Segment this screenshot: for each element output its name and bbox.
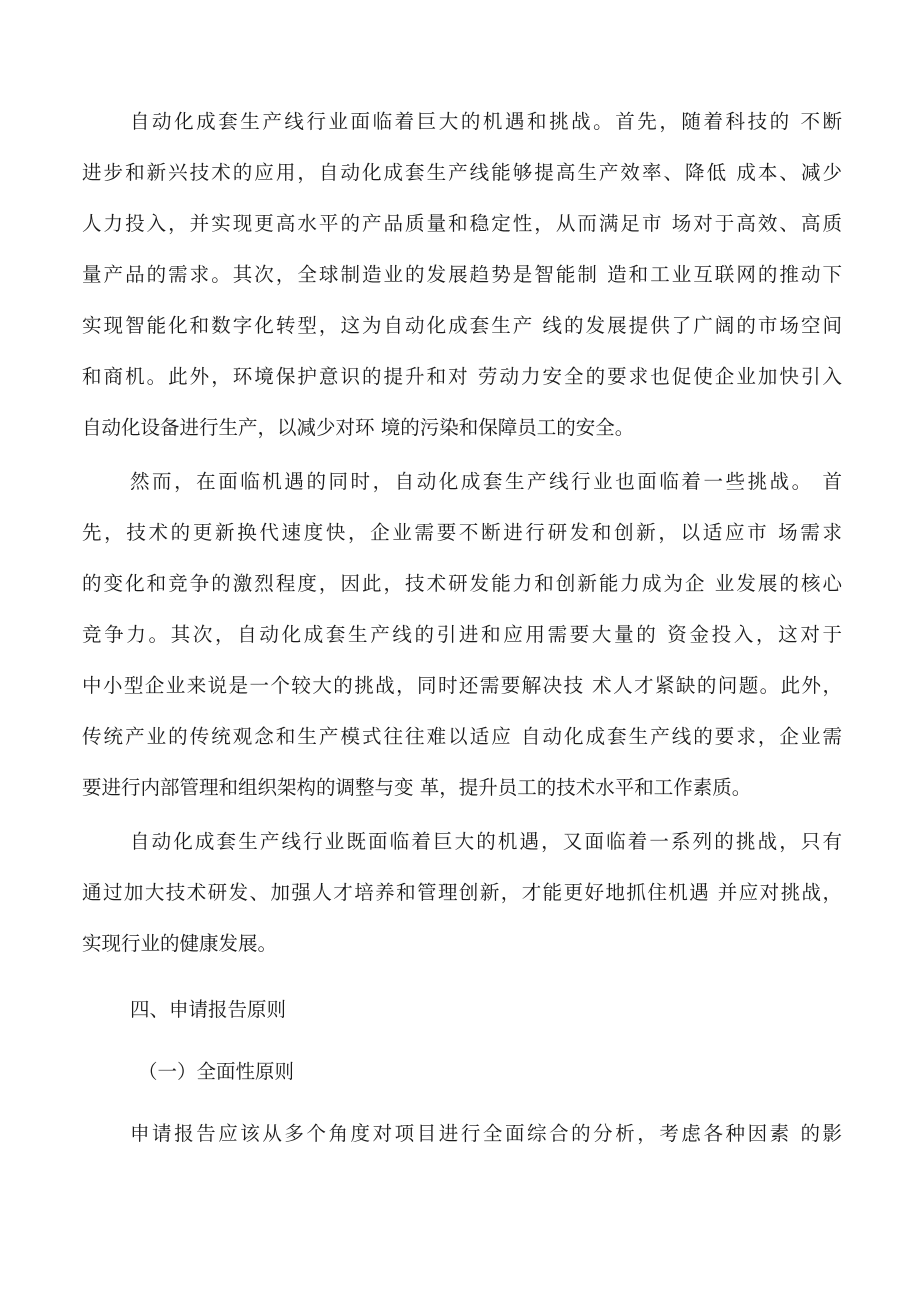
- paragraph-line: 申请报告应该从多个角度对项目进行全面综合的分析，考虑各种因素 的影: [130, 1122, 842, 1145]
- paragraph-line: 竞争力。其次，自动化成套生产线的引进和应用需要大量的 资金投入，这对于: [82, 623, 842, 646]
- paragraph-line: 中小型企业来说是一个较大的挑战，同时还需要解决技 术人才紧缺的问题。此外，: [82, 674, 842, 697]
- paragraph-summary: [82, 827, 842, 980]
- paragraph-line: 然而，在面临机遇的同时，自动化成套生产线行业也面临着一些挑战。 首: [130, 470, 842, 493]
- paragraph-opportunities: [82, 107, 842, 464]
- subsection-heading: （一）全面性原则: [138, 1060, 295, 1083]
- paragraph-line: 实现行业的健康发展。: [82, 932, 278, 955]
- paragraph-line: 和商机。此外，环境保护意识的提升和对 劳动力安全的要求也促使企业加快引入: [82, 365, 842, 388]
- paragraph-challenges: [82, 467, 842, 824]
- section-heading: 四、申请报告原则: [130, 998, 287, 1021]
- paragraph-line: 自动化成套生产线行业面临着巨大的机遇和挑战。首先，随着科技的 不断: [130, 110, 842, 133]
- paragraph-line: 通过加大技术研发、加强人才培养和管理创新，才能更好地抓住机遇 并应对挑战，: [82, 881, 842, 904]
- paragraph-line: 先，技术的更新换代速度快，企业需要不断进行研发和创新，以适应市 场需求: [82, 521, 842, 544]
- paragraph-line: 实现智能化和数字化转型，这为自动化成套生产 线的发展提供了广阔的市场空间: [82, 314, 842, 337]
- paragraph-comprehensiveness: [82, 1119, 842, 1170]
- paragraph-line: 进步和新兴技术的应用，自动化成套生产线能够提高生产效率、降低 成本、减少: [82, 161, 842, 184]
- paragraph-line: 自动化设备进行生产，以减少对环 境的污染和保障员工的安全。: [82, 416, 635, 439]
- paragraph-line: 要进行内部管理和组织架构的调整与变 革，提升员工的技术水平和工作素质。: [82, 776, 752, 799]
- paragraph-line: 人力投入，并实现更高水平的产品质量和稳定性，从而满足市 场对于高效、高质: [82, 212, 842, 235]
- paragraph-line: 的变化和竞争的激烈程度，因此，技术研发能力和创新能力成为企 业发展的核心: [82, 572, 842, 595]
- paragraph-line: 量产品的需求。其次，全球制造业的发展趋势是智能制 造和工业互联网的推动下: [82, 263, 842, 286]
- paragraph-line: 自动化成套生产线行业既面临着巨大的机遇，又面临着一系列的挑战，只有: [130, 830, 842, 853]
- paragraph-line: 传统产业的传统观念和生产模式往往难以适应 自动化成套生产线的要求，企业需: [82, 725, 842, 748]
